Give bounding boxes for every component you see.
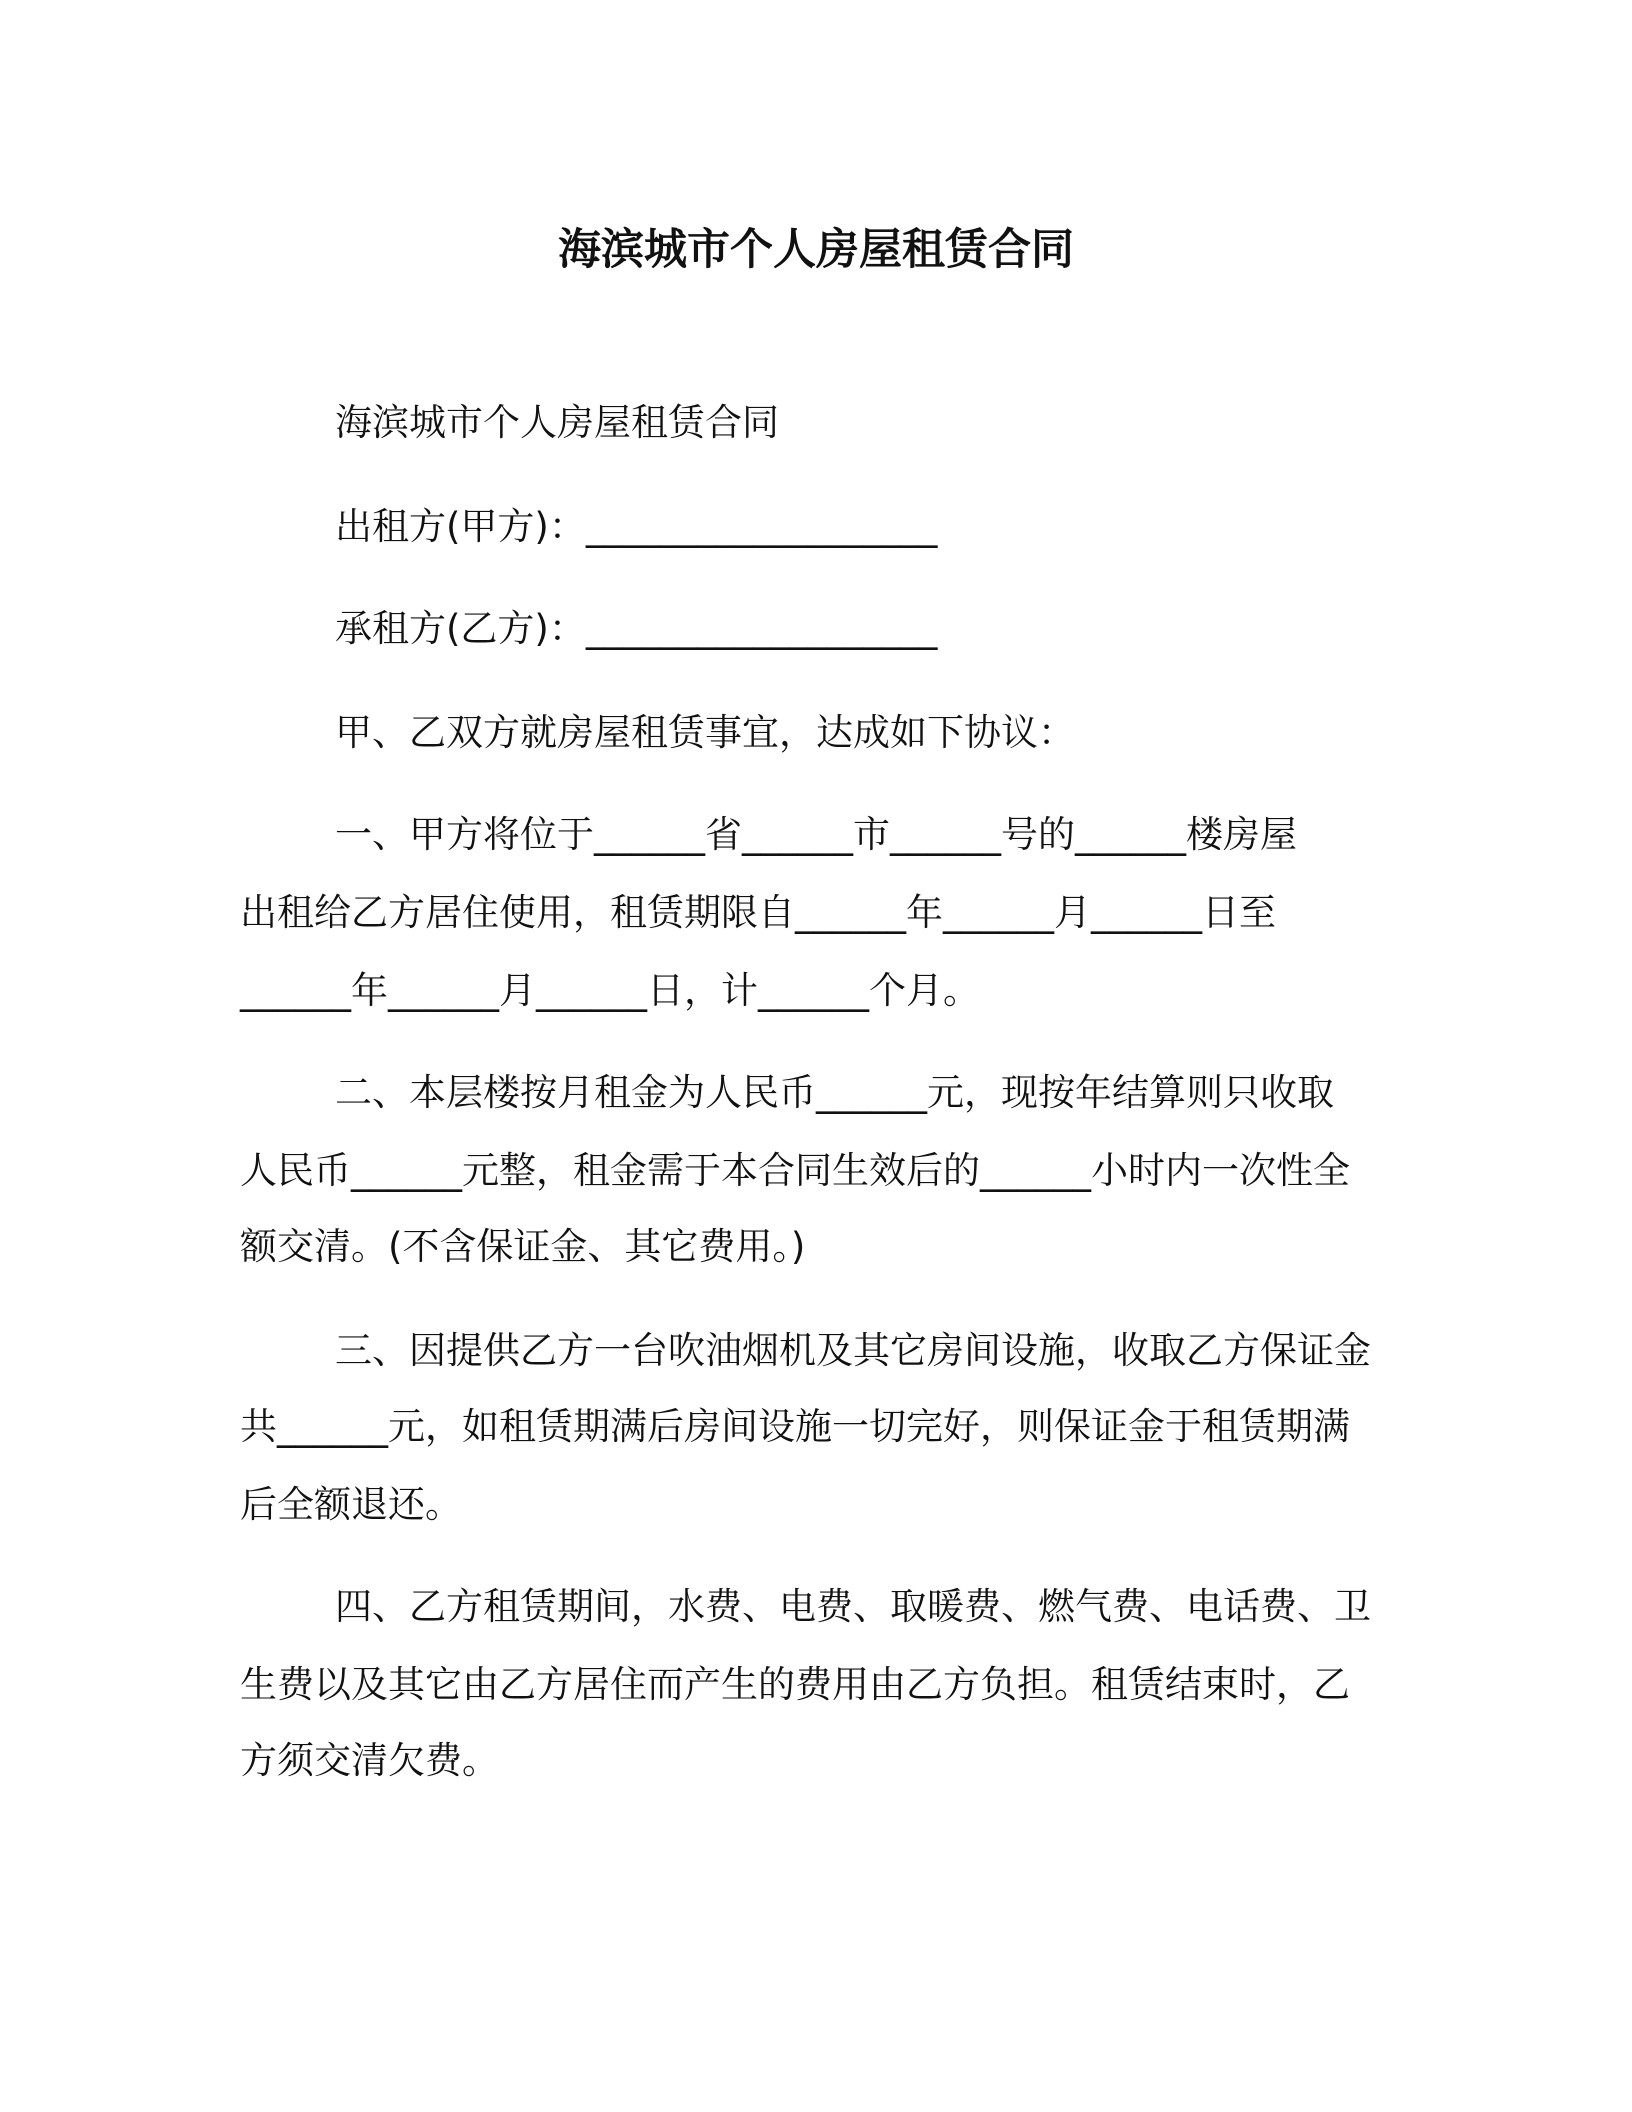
intro-line: 甲、乙双方就房屋租赁事宜，达成如下协议：: [335, 711, 1075, 754]
lessee-line: 承租方(乙方)：___________________: [335, 607, 938, 650]
clause-3-line-1: 三、因提供乙方一台吹油烟机及其它房间设施，收取乙方保证金: [335, 1329, 1371, 1372]
document-subtitle: 海滨城市个人房屋租赁合同: [335, 401, 779, 444]
clause-4-line-2: 生费以及其它由乙方居住而产生的费用由乙方负担。租赁结束时，乙: [240, 1663, 1350, 1706]
clause-1-line-1: 一、甲方将位于______省______市______号的______楼房屋: [335, 813, 1297, 856]
clause-4-line-1: 四、乙方租赁期间，水费、电费、取暖费、燃气费、电话费、卫: [335, 1585, 1371, 1628]
clause-2-line-3: 额交清。(不含保证金、其它费用。): [240, 1225, 806, 1268]
clause-3-line-3: 后全额退还。: [240, 1483, 462, 1526]
lessor-line: 出租方(甲方)：___________________: [335, 505, 938, 548]
document-title: 海滨城市个人房屋租赁合同: [558, 225, 1074, 275]
clause-1-line-2: 出租给乙方居住使用，租赁期限自______年______月______日至: [240, 891, 1276, 934]
clause-1-line-3: ______年______月______日，计______个月。: [240, 969, 980, 1012]
clause-4-line-3: 方须交清欠费。: [240, 1739, 499, 1782]
clause-2-line-2: 人民币______元整，租金需于本合同生效后的______小时内一次性全: [240, 1149, 1350, 1192]
clause-3-line-2: 共______元，如租赁期满后房间设施一切完好，则保证金于租赁期满: [240, 1405, 1350, 1448]
clause-2-line-1: 二、本层楼按月租金为人民币______元，现按年结算则只收取: [335, 1071, 1334, 1114]
